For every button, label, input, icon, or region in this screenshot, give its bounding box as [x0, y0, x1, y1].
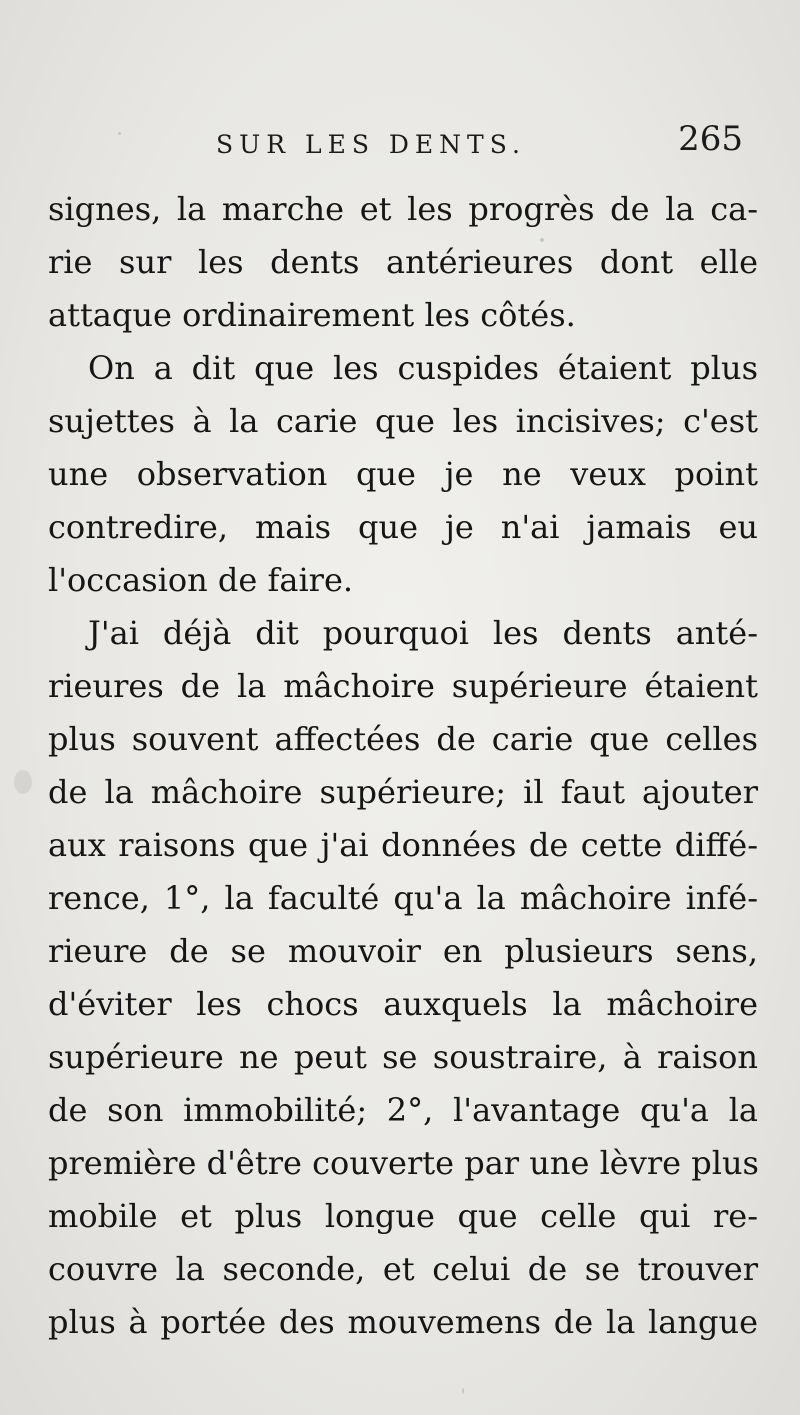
text-line: rie sur les dents antérieures dont elle — [48, 243, 758, 281]
paragraph-first-line: On a dit que les cuspides étaient plus — [88, 349, 758, 387]
paper-speck — [462, 1388, 464, 1394]
text-line: mobile et plus longue que celle qui re- — [48, 1197, 758, 1235]
running-header-title: SUR LES DENTS. — [216, 130, 526, 159]
body-text — [48, 183, 758, 1349]
paper-speck — [118, 132, 121, 135]
text-line: de son immobilité; 2°, l'avantage qu'a la — [48, 1091, 758, 1129]
text-line: rieure de se mouvoir en plusieurs sens, — [48, 932, 758, 970]
text-line: attaque ordinairement les côtés. — [48, 296, 576, 334]
text-line: couvre la seconde, et celui de se trouver — [48, 1250, 758, 1288]
text-line: rence, 1°, la faculté qu'a la mâchoire infé- — [48, 879, 758, 917]
text-line: une observation que je ne veux point — [48, 455, 758, 493]
text-line: aux raisons que j'ai données de cette diffé- — [48, 826, 758, 864]
text-line: sujettes à la carie que les incisives; c'est — [48, 402, 758, 440]
paragraph-first-line: J'ai déjà dit pourquoi les dents anté- — [88, 614, 758, 652]
page-number: 265 — [678, 119, 743, 159]
text-line: d'éviter les chocs auxquels la mâchoire — [48, 985, 758, 1023]
paper-speck — [14, 770, 32, 794]
text-line: première d'être couverte par une lèvre plus — [48, 1144, 759, 1182]
text-line: l'occasion de faire. — [48, 561, 354, 599]
text-line: plus souvent affectées de carie que celles — [48, 720, 758, 758]
text-line: supérieure ne peut se soustraire, à raison — [48, 1038, 758, 1076]
text-line: contredire, mais que je n'ai jamais eu — [48, 508, 758, 546]
text-line: signes, la marche et les progrès de la ca- — [48, 190, 758, 228]
text-line: plus à portée des mouvemens de la langue — [48, 1303, 758, 1341]
text-line: de la mâchoire supérieure; il faut ajouter — [48, 773, 758, 811]
text-line: rieures de la mâchoire supérieure étaient — [48, 667, 758, 705]
